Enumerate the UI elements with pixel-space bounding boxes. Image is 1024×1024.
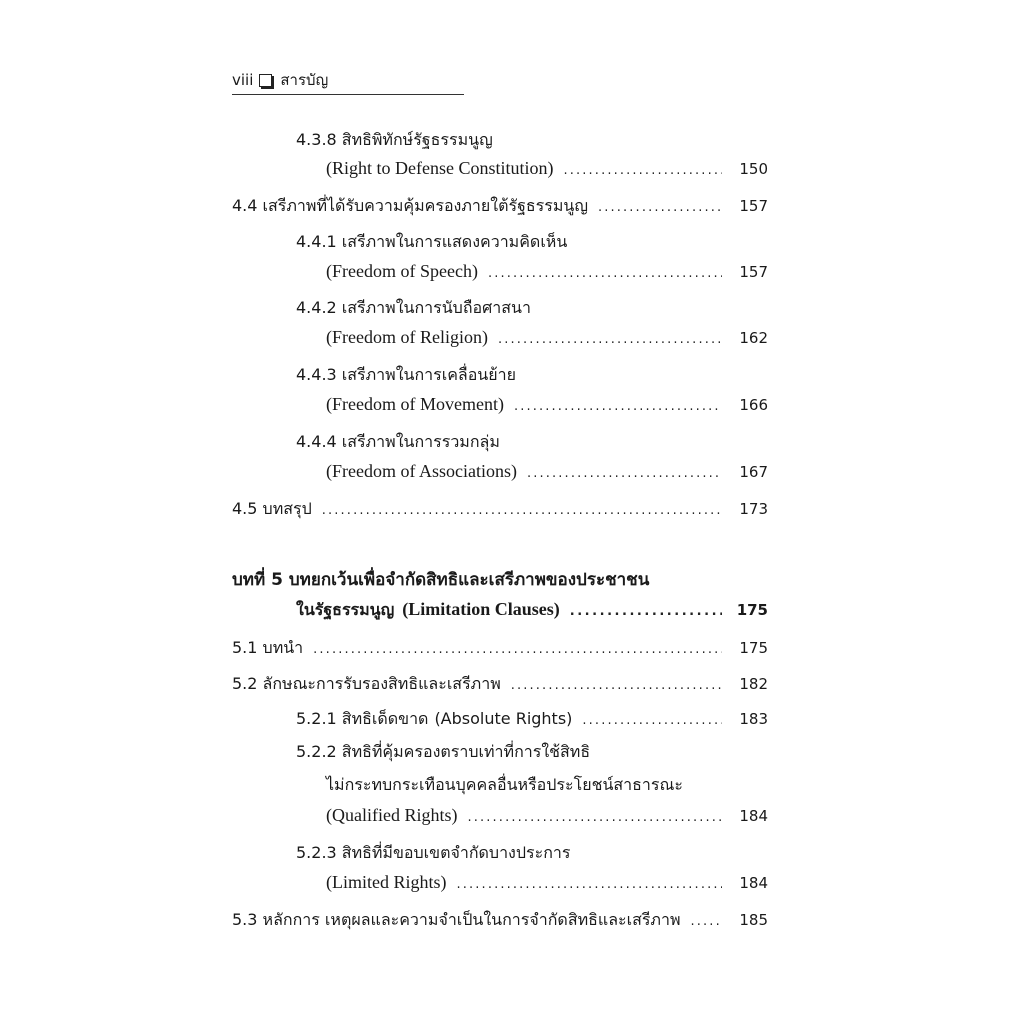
- toc-entry-label: ในรัฐธรรมนูญ: [296, 600, 395, 619]
- toc-entry-label-en: (Absolute Rights): [434, 709, 573, 728]
- toc-entry-4-4-4[interactable]: [326, 461, 768, 482]
- page-label: viii: [232, 71, 254, 89]
- toc-page-number: 162: [739, 329, 768, 347]
- toc-entry-label: (Freedom of Movement): [326, 394, 504, 414]
- section-title: สารบัญ: [280, 71, 329, 89]
- toc-page-number: 184: [739, 807, 768, 825]
- dot-leader: [457, 877, 723, 892]
- toc-entry-label-en: (Limitation Clauses): [402, 599, 560, 619]
- toc-entry-4-4[interactable]: [232, 194, 768, 219]
- toc-entry-4-4-3-title: 4.4.3 เสรีภาพในการเคลื่อนย้าย: [296, 365, 516, 384]
- toc-entry-4-5[interactable]: [232, 497, 768, 522]
- toc-entry-label: 5.1 บทนำ: [232, 638, 304, 657]
- toc-entry-5-2-1[interactable]: [296, 707, 768, 732]
- toc-page-number: 175: [739, 639, 768, 657]
- dot-leader: [467, 810, 722, 825]
- toc-entry-label: (Right to Defense Constitution): [326, 158, 554, 178]
- toc-entry-label: (Freedom of Religion): [326, 327, 488, 347]
- running-header: [232, 66, 464, 95]
- toc-entry-label: (Freedom of Associations): [326, 461, 517, 481]
- toc-entry-4-4-1-title: 4.4.1 เสรีภาพในการแสดงความคิดเห็น: [296, 232, 568, 251]
- toc-page-number: 184: [739, 874, 768, 892]
- dot-leader: [527, 466, 722, 481]
- dot-leader: [511, 678, 722, 693]
- toc-entry-chapter-5[interactable]: [296, 598, 768, 623]
- toc-entry-label: 4.5 บทสรุป: [232, 499, 312, 518]
- toc-page-number: 173: [739, 500, 768, 518]
- dot-leader: [598, 200, 722, 215]
- dot-leader: [313, 642, 722, 657]
- toc-entry-4-4-3[interactable]: [326, 394, 768, 415]
- dot-leader: [498, 332, 722, 347]
- toc-entry-label: 5.2.1 สิทธิเด็ดขาด: [296, 709, 429, 728]
- toc-page-number: 157: [739, 197, 768, 215]
- toc-entry-label: 5.2 ลักษณะการรับรองสิทธิและเสรีภาพ: [232, 674, 501, 693]
- toc-entry-label: 5.3 หลักการ เหตุผลและความจำเป็นในการจำกัดสิทธิและเสรีภาพ: [232, 910, 681, 929]
- toc-page-number: 167: [739, 463, 768, 481]
- toc-page-number: 150: [739, 160, 768, 178]
- dot-leader: [563, 163, 722, 178]
- chapter-5-title: บทที่ 5 บทยกเว้นเพื่อจำกัดสิทธิและเสรีภาพของประชาชน: [232, 570, 650, 590]
- toc-entry-5-3[interactable]: [232, 908, 768, 933]
- toc-page-number: 157: [739, 263, 768, 281]
- toc-entry-label: (Limited Rights): [326, 872, 447, 892]
- toc-entry-5-2-3[interactable]: [326, 872, 768, 893]
- dot-leader: [514, 399, 722, 414]
- toc-entry-4-4-4-title: 4.4.4 เสรีภาพในการรวมกลุ่ม: [296, 432, 500, 451]
- toc-entry-4-4-2[interactable]: [326, 327, 768, 348]
- toc-entry-5-1[interactable]: [232, 636, 768, 661]
- checkbox-bullet-icon: [259, 74, 272, 87]
- toc-entry-5-2-2-title: 5.2.2 สิทธิที่คุ้มครองตราบเท่าที่การใช้สิทธิ: [296, 742, 591, 761]
- dot-leader: [582, 713, 722, 728]
- dot-leader: [488, 266, 722, 281]
- toc-entry-5-2-2[interactable]: [326, 805, 768, 826]
- toc-page-number: 182: [739, 675, 768, 693]
- toc-entry-4-3-8[interactable]: [326, 158, 768, 179]
- dot-leader: [691, 914, 722, 929]
- toc-page-number: 183: [739, 710, 768, 728]
- toc-entry-label: (Qualified Rights): [326, 805, 458, 825]
- dot-leader: [570, 604, 722, 619]
- toc-entry-4-3-8-title: 4.3.8 สิทธิพิทักษ์รัฐธรรมนูญ: [296, 130, 493, 149]
- toc-entry-label: 4.4 เสรีภาพที่ได้รับความคุ้มครองภายใต้รัฐธรรมนูญ: [232, 196, 588, 215]
- toc-entry-4-4-2-title: 4.4.2 เสรีภาพในการนับถือศาสนา: [296, 298, 531, 317]
- toc-entry-5-2[interactable]: [232, 672, 768, 697]
- toc-entry-5-2-3-title: 5.2.3 สิทธิที่มีขอบเขตจำกัดบางประการ: [296, 843, 571, 862]
- toc-entry-label: (Freedom of Speech): [326, 261, 478, 281]
- toc-page-number: 166: [739, 396, 768, 414]
- dot-leader: [322, 503, 722, 518]
- toc-page-number: 185: [739, 911, 768, 929]
- toc-page-number: 175: [736, 601, 768, 619]
- toc-entry-4-4-1[interactable]: [326, 261, 768, 282]
- toc-entry-5-2-2-title-cont: ไม่กระทบกระเทือนบุคคลอื่นหรือประโยชน์สาธารณะ: [326, 775, 683, 794]
